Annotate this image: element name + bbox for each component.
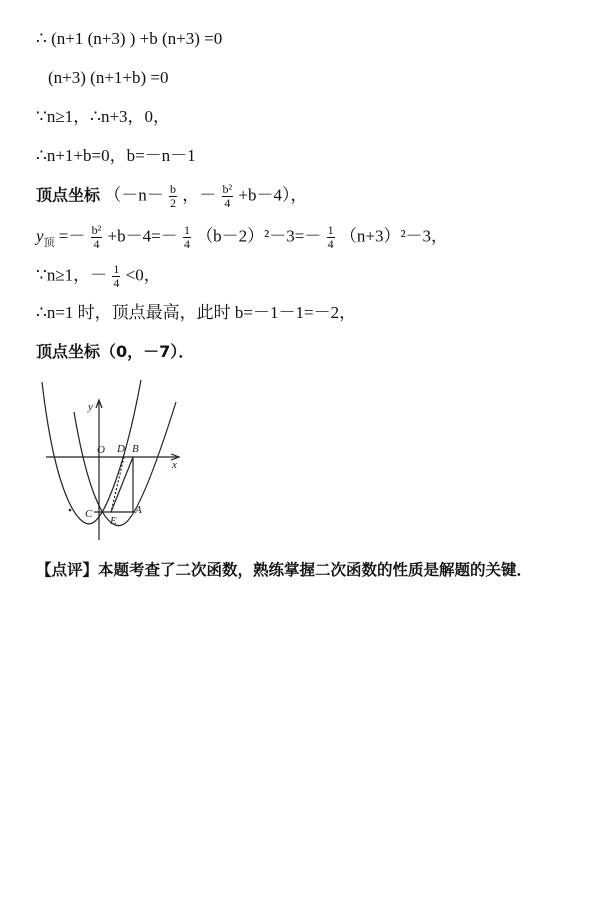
vertex-label: 顶点坐标	[36, 185, 101, 205]
vertex-expr-mid: ，－	[182, 185, 217, 205]
label-B: B	[132, 443, 139, 455]
fraction-numerator: 1	[113, 262, 120, 276]
fraction-numerator: 1	[327, 223, 334, 237]
vertex-expr-start: （－n－	[104, 185, 164, 205]
label-E: E	[110, 515, 117, 527]
ytop-fraction-b	[183, 224, 191, 251]
vertex-line	[36, 183, 307, 210]
vertex-fraction-1	[169, 183, 177, 210]
since-fraction	[112, 263, 120, 290]
label-y: y	[88, 401, 93, 413]
label-x: x	[172, 459, 177, 471]
line-4: ∴n+1+b=0，b=－n－1	[36, 146, 196, 165]
vertex-fraction-2	[222, 183, 234, 210]
fraction-numerator: 1	[183, 223, 190, 237]
ytop-fraction-c	[327, 224, 335, 251]
ytop-line	[36, 224, 448, 253]
point-C	[69, 509, 72, 512]
label-O: O	[97, 444, 105, 456]
vertex-expr-end: +b－4），	[238, 185, 308, 205]
fraction-numerator: b²	[222, 182, 233, 196]
since-line	[36, 263, 161, 290]
label-C: C	[85, 508, 93, 520]
ytop-end: （n+3）²－3，	[339, 226, 449, 246]
ytop-prefix: y	[36, 226, 44, 246]
final-vertex-line: 顶点坐标（0，－7）．	[36, 342, 195, 361]
fraction-denominator: 2	[170, 196, 177, 210]
fraction-numerator: b²	[91, 223, 102, 237]
fraction-denominator: 4	[113, 276, 120, 290]
label-A: A	[135, 504, 142, 516]
fraction-numerator: b	[170, 182, 177, 196]
ytop-eq1: =－	[58, 226, 86, 246]
label-D: D	[117, 443, 125, 455]
ytop-sub: 顶	[43, 236, 55, 249]
ytop-mid2: （b－2）²－3=－	[196, 226, 322, 246]
fraction-denominator: 4	[93, 237, 100, 251]
parabola-figure	[36, 372, 188, 542]
since-end: <0，	[125, 265, 161, 285]
fraction-denominator: 4	[224, 196, 231, 210]
line-1: ∴ (n+1 (n+3) ) +b (n+3) =0	[36, 29, 223, 48]
since-start: ∵n≥1，－	[36, 265, 108, 285]
ytop-fraction-a	[91, 224, 103, 251]
line-3: ∵n≥1，∴n+3，0，	[36, 107, 171, 126]
fraction-denominator: 4	[183, 237, 190, 251]
fraction-denominator: 4	[327, 237, 334, 251]
comment-note: 【点评】本题考查了二次函数，熟练掌握二次函数的性质是解题的关键．	[36, 561, 533, 579]
conclusion-line: ∴n=1 时，顶点最高，此时 b=－1－1=－2，	[36, 303, 357, 322]
ytop-mid1: +b－4=－	[107, 226, 178, 246]
line-2: (n+3) (n+1+b) =0	[48, 68, 169, 87]
